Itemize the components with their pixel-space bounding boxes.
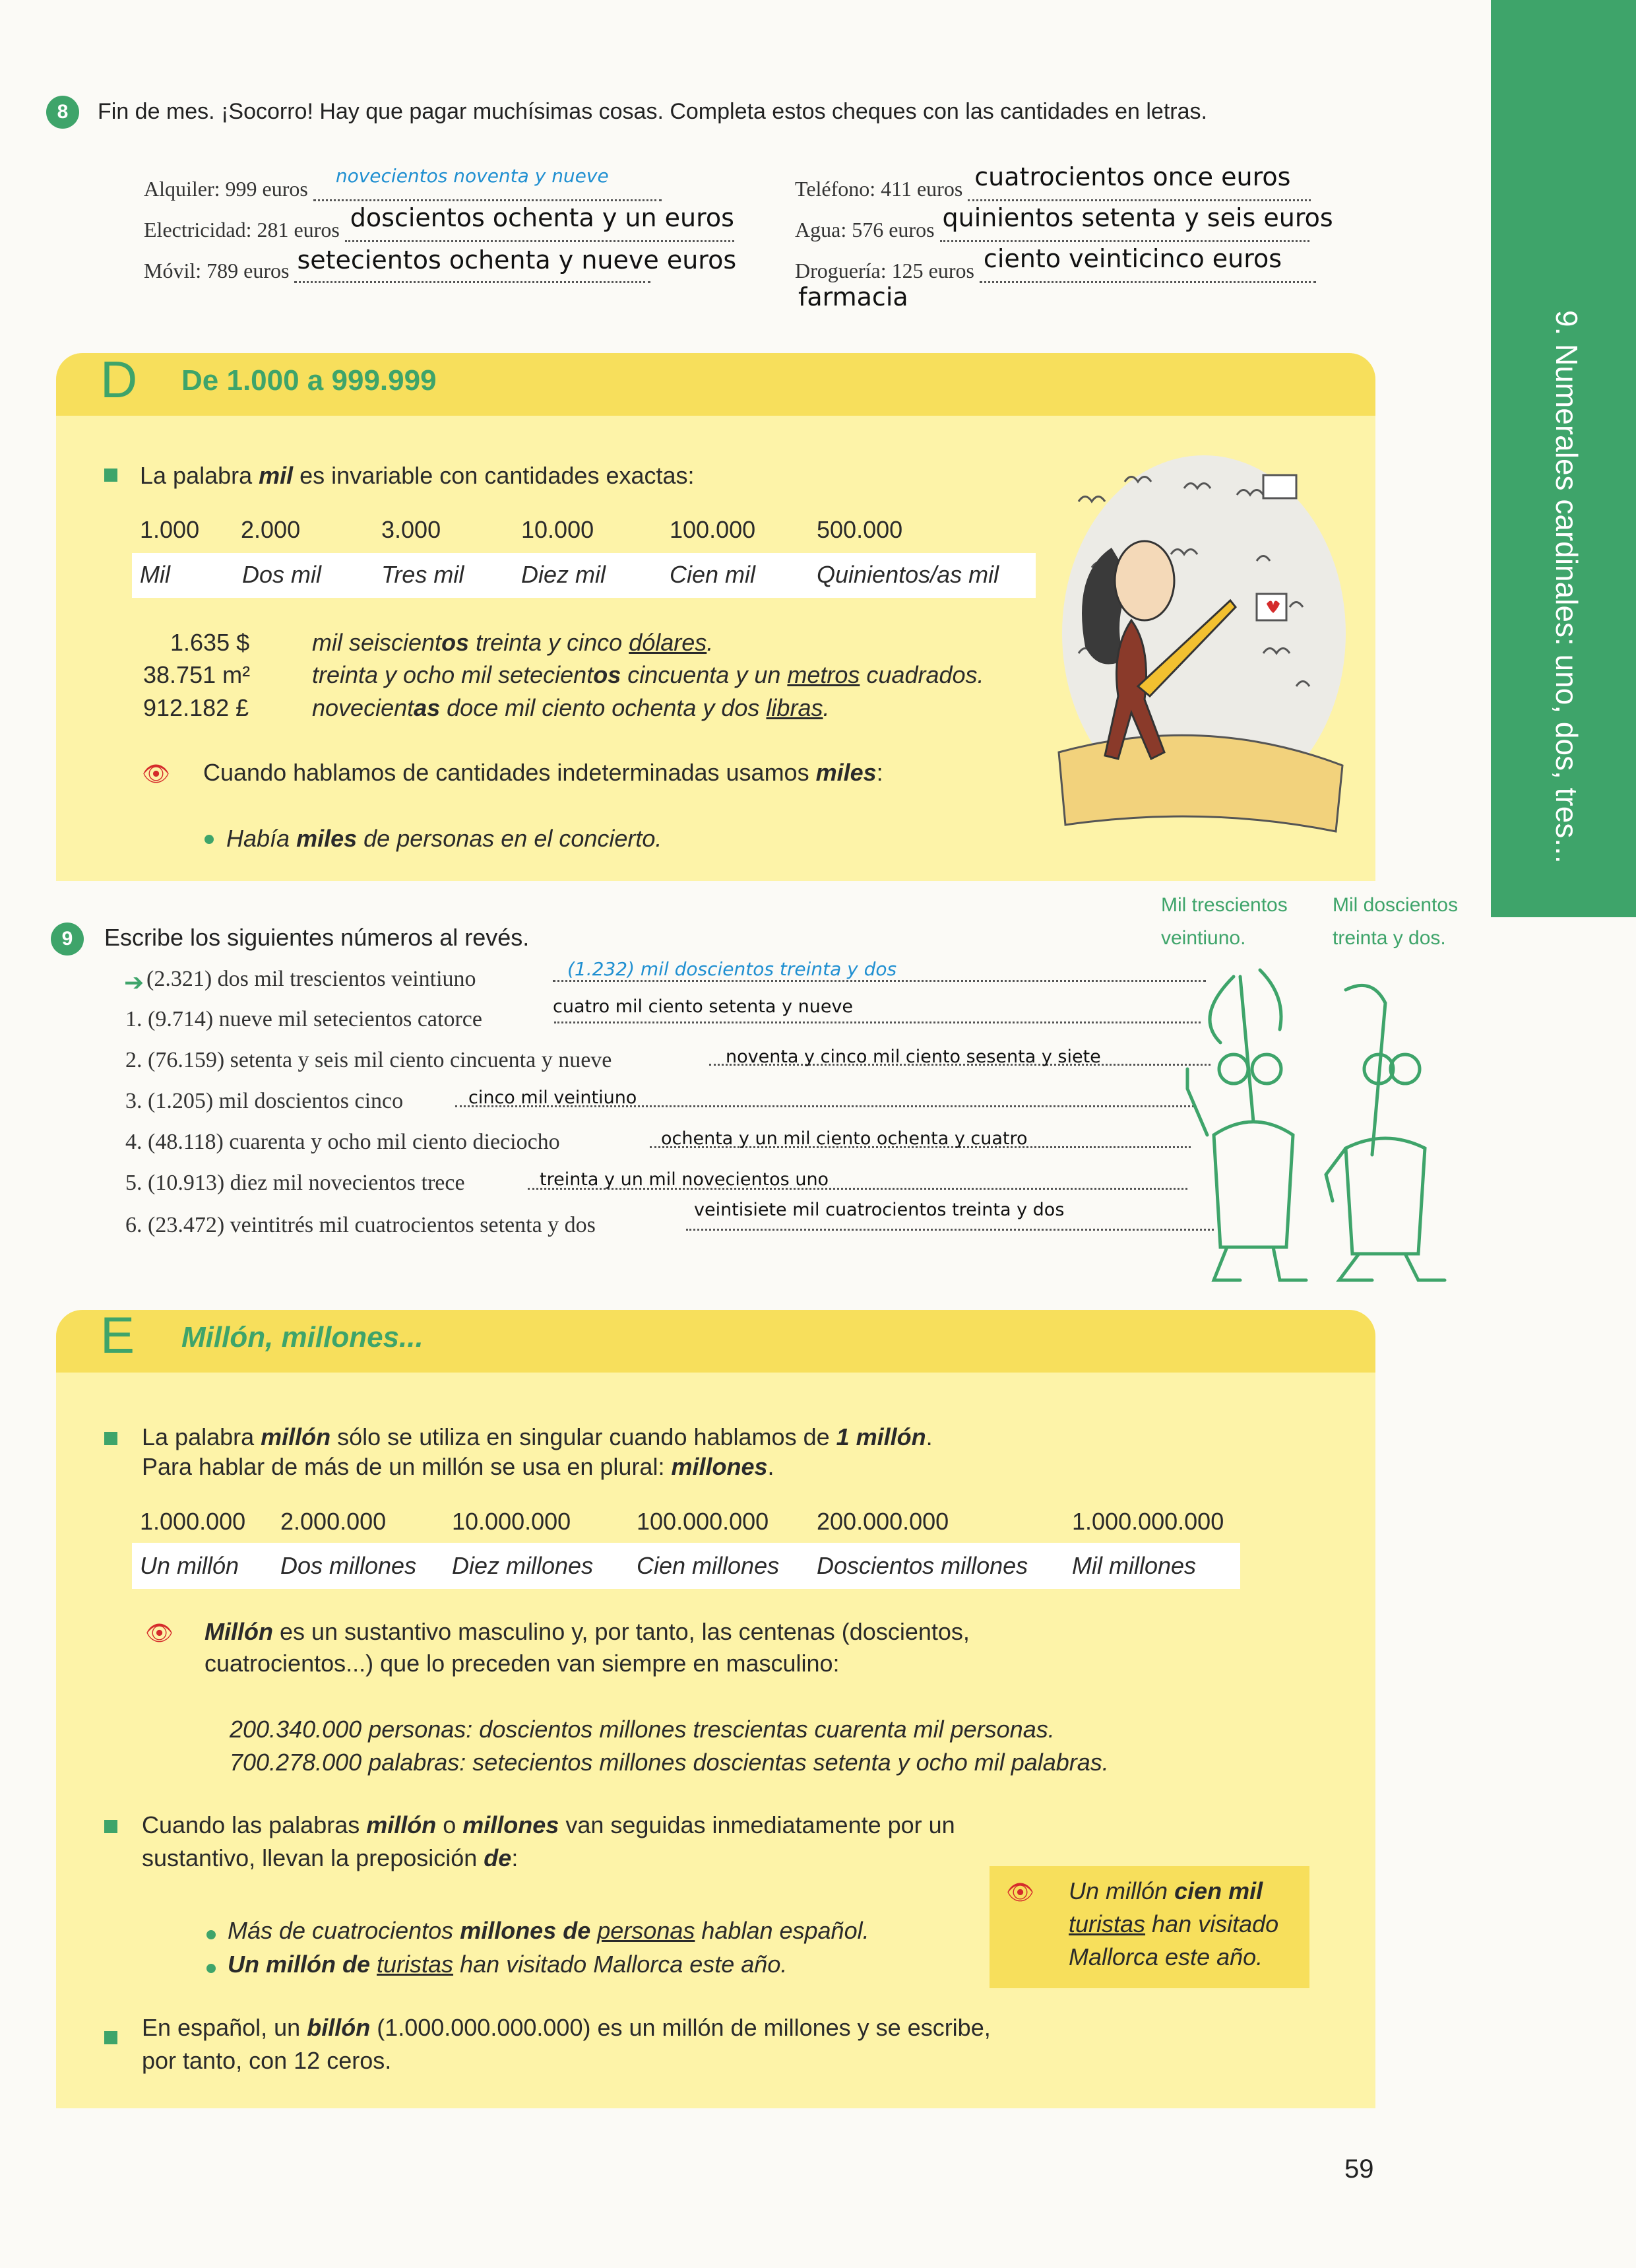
handwritten-answer: veintisiete mil cuatrocientos treinta y dos [694,1200,1065,1220]
caption-right-line1: Mil doscientos [1333,894,1459,916]
cheque-item: Droguería: 125 euros ciento veinticinco euros [795,259,1316,283]
word-cell: Mil millones [1072,1552,1197,1579]
bullet [104,469,117,482]
concert-illustration [1039,436,1349,871]
handwritten-answer: ochenta y un mil ciento ochenta y cuatro [661,1128,1028,1149]
number-cell: 2.000 [241,516,301,543]
exercise-title: Fin de mes. ¡Socorro! Hay que pagar muchísimas cosas. Completa estos cheques con las cantidades en letras. [98,99,1207,124]
note-example: Había miles de personas en el concierto. [226,825,662,852]
rule-text: sustantivo, llevan la preposición de: [142,1844,519,1871]
section-letter: D [100,350,138,408]
chapter-sidebar [1491,0,1636,917]
bullet-dot [206,1930,216,1939]
exercise-item: 3. (1.205) mil doscientos cinco [125,1089,404,1113]
example-text: novecientas doce mil ciento ochenta y dos libras. [312,694,830,721]
cheque-item: Alquiler: 999 euros novecientos noventa y nueve [144,177,662,201]
number-cell: 100.000 [670,516,756,543]
handwritten-answer: ciento veinticinco euros [983,244,1282,273]
cartoon-figures [1168,950,1471,1293]
note-text: Millón es un sustantivo masculino y, por tanto, las centenas (doscientos, [204,1618,970,1645]
word-cell: Quinientos/as mil [817,561,999,588]
handwritten-note: farmacia [798,282,908,311]
caption-left-line2: veintiuno. [1161,927,1246,949]
exercise-title: Escribe los siguientes números al revés. [104,924,530,951]
number-cell: 1.000.000 [140,1508,246,1535]
eye-icon: 👁 [142,761,171,787]
bullet-dot [206,1964,216,1973]
number-cell: 10.000 [521,516,594,543]
page-number: 59 [1344,2155,1374,2184]
number-cell: 500.000 [817,516,903,543]
word-cell: Dos mil [242,561,322,588]
section-letter: E [100,1306,135,1364]
exercise-item: 6. (23.472) veintitrés mil cuatrocientos setenta y dos [125,1213,596,1237]
note-text: cuatrocientos...) que lo preceden van siempre en masculino: [204,1650,840,1677]
exercise-number: 8 [46,96,79,129]
number-cell: 10.000.000 [452,1508,571,1535]
caption-right-line2: treinta y dos. [1333,927,1446,949]
cheque-item: Electricidad: 281 euros doscientos ochenta y un euros [144,203,734,242]
example-text: Un millón de turistas han visitado Mallorca este año. [228,1951,788,1978]
rule-text: La palabra mil es invariable con cantidades exactas: [140,462,695,489]
note-text: Cuando hablamos de cantidades indeterminadas usamos miles: [203,759,883,786]
example-text: Más de cuatrocientos millones de personas hablan español. [228,1917,869,1944]
example-number: 1.635 $ [170,629,250,656]
section-title: De 1.000 a 999.999 [181,364,437,397]
number-cell: 200.000.000 [817,1508,949,1535]
cheque-item: Móvil: 789 euros setecientos ochenta y nueve euros [144,245,737,282]
handwritten-answer: noventa y cinco mil ciento sesenta y siete [726,1047,1101,1067]
word-cell: Diez millones [452,1552,594,1579]
word-cell: Doscientos millones [817,1552,1028,1579]
handwritten-answer: cuatro mil ciento setenta y nueve [553,996,854,1017]
exercise-item: 1. (9.714) nueve mil setecientos catorce [125,1007,482,1031]
handwritten-answer: treinta y un mil novecientos uno [540,1169,829,1190]
cheque-item: Agua: 576 euros quinientos setenta y seis euros [795,203,1333,242]
handwritten-answer: setecientos ochenta y nueve euros [297,245,737,275]
word-cell: Diez mil [521,561,606,588]
handwritten-answer: novecientos noventa y nueve [335,165,609,187]
note-box-text: turistas han visitado [1069,1910,1279,1937]
bullet [104,2031,117,2044]
rule-text: por tanto, con 12 ceros. [142,2047,392,2074]
bullet-dot [204,835,214,844]
handwritten-answer: doscientos ochenta y un euros [350,203,734,232]
note-box-text: Mallorca este año. [1069,1943,1263,1970]
caption-left-line1: Mil trescientos [1161,894,1288,916]
example-text: treinta y ocho mil setecientos cincuenta y un metros cuadrados. [312,661,984,688]
example-text: 200.340.000 personas: doscientos millones trescientas cuarenta mil personas. [230,1716,1055,1743]
example-number: 38.751 m² [143,661,251,688]
rule-text: La palabra millón sólo se utiliza en singular cuando hablamos de 1 millón. [142,1423,933,1450]
exercise-item: 5. (10.913) diez mil novecientos trece [125,1171,465,1195]
number-cell: 100.000.000 [637,1508,769,1535]
eye-icon: 👁 [145,1621,174,1646]
rule-text: Cuando las palabras millón o millones van seguidas inmediatamente por un [142,1811,955,1838]
note-box-text: Un millón cien mil [1069,1877,1263,1904]
number-cell: 2.000.000 [280,1508,387,1535]
word-cell: Cien mil [670,561,756,588]
exercise-item: 4. (48.118) cuarenta y ocho mil ciento dieciocho [125,1130,560,1154]
exercise-number: 9 [51,923,84,956]
rule-text: En español, un billón (1.000.000.000.000) es un millón de millones y se escribe, [142,2014,991,2041]
answer-line [686,1229,1214,1231]
chapter-title: 9. Numerales cardinales: uno, dos, tres... [1550,310,1584,864]
handwritten-answer: (1.232) mil doscientos treinta y dos [567,958,897,980]
example-text: 700.278.000 palabras: setecientos millones doscientas setenta y ocho mil palabras. [230,1749,1109,1776]
word-cell: Cien millones [637,1552,780,1579]
word-cell: Tres mil [381,561,464,588]
number-cell: 3.000 [381,516,441,543]
word-cell: Mil [140,561,170,588]
example-item: (2.321) dos mil trescientos veintiuno [146,967,476,991]
bullet [104,1820,117,1833]
answer-line [554,1021,1201,1023]
word-cell: Dos millones [280,1552,417,1579]
cheque-item: Teléfono: 411 euros cuatrocientos once euros [795,177,1311,201]
handwritten-answer: cuatrocientos once euros [974,162,1291,191]
answer-line [553,980,1206,982]
example-number: 912.182 £ [143,694,249,721]
rule-text: Para hablar de más de un millón se usa en plural: millones. [142,1453,774,1480]
arrow-icon: ➔ [124,969,144,996]
eye-icon: 👁 [1006,1880,1035,1905]
handwritten-answer: quinientos setenta y seis euros [942,203,1333,232]
handwritten-answer: cinco mil veintiuno [468,1087,637,1108]
bullet [104,1432,117,1445]
section-title: Millón, millones... [181,1321,424,1353]
number-cell: 1.000.000.000 [1072,1508,1224,1535]
example-text: mil seiscientos treinta y cinco dólares. [312,629,714,656]
exercise-item: 2. (76.159) setenta y seis mil ciento cincuenta y nueve [125,1048,612,1072]
number-cell: 1.000 [140,516,200,543]
word-cell: Un millón [140,1552,239,1579]
